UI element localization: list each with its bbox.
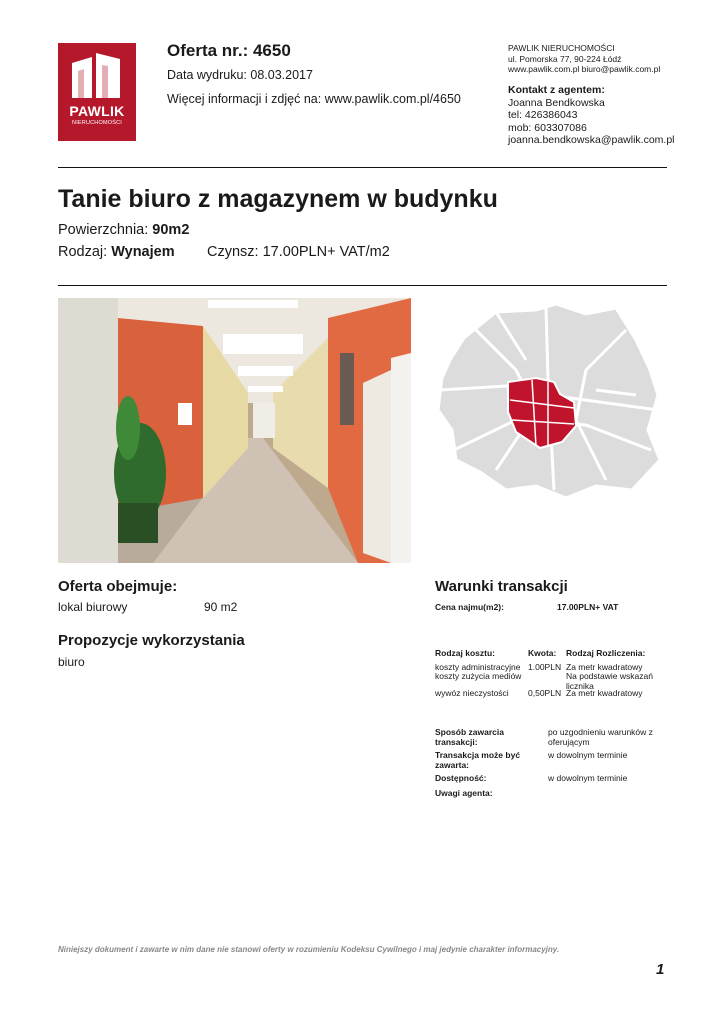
cost-type: wywóz nieczystości [435, 688, 509, 698]
cost-settlement: Za metr kwadratowy [566, 662, 643, 672]
cost-header-amount: Kwota: [528, 648, 557, 658]
logo-subtitle: NIERUCHOMOŚCI [72, 120, 122, 126]
location-map [436, 300, 666, 500]
agency-name: PAWLIK NIERUCHOMOŚCI [508, 43, 615, 53]
cost-header-settlement: Rodzaj Rozliczenia: [566, 648, 646, 658]
conclusion-value: po uzgodnieniu warunków z oferującym [548, 727, 653, 747]
area-value: 90m2 [152, 222, 190, 238]
terms-heading: Warunki transakcji [435, 578, 568, 595]
cost-header-type: Rodzaj kosztu: [435, 648, 495, 658]
agent-header: Kontakt z agentem: [508, 84, 605, 96]
agency-web[interactable]: www.pawlik.com.pl biuro@pawlik.com.pl [508, 64, 661, 74]
cost-amount: 1.00PLN [528, 662, 562, 672]
more-info-link[interactable]: Więcej informacji i zdjęć na: www.pawlik.com.pl/4650 [167, 92, 461, 106]
usage-value: biuro [58, 655, 85, 669]
agency-info [508, 43, 660, 75]
agent-email[interactable]: joanna.bendkowska@pawlik.com.pl [508, 134, 675, 146]
cost-amount: 0,50PLN [528, 688, 562, 698]
rent: Czynsz: 17.00PLN+ VAT/m2 [207, 244, 390, 260]
disclaimer: Niniejszy dokument i zawarte w nim dane nie stanowi oferty w rozumieniu Kodeksu Cywilnego i maj jedynie charakter informacyjny. [58, 945, 560, 954]
when-label: Transakcja może być zawarta: [435, 750, 521, 770]
cost-type: koszty administracyjne [435, 662, 521, 672]
price-value: 17.00PLN+ VAT [557, 602, 619, 612]
include-item-label: lokal biurowy [58, 600, 128, 614]
when-value: w dowolnym terminie [548, 750, 628, 760]
property-photo [58, 298, 411, 563]
agent-mob[interactable]: mob: 603307086 [508, 121, 587, 134]
divider [58, 285, 667, 286]
usage-heading: Propozycje wykorzystania [58, 632, 245, 649]
type-value: Wynajem [111, 244, 175, 260]
agency-address: ul. Pomorska 77, 90-224 Łódź [508, 53, 622, 64]
logo-name: PAWLIK [69, 103, 125, 119]
cost-settlement: Na podstawie wskazań licznika [566, 671, 653, 691]
agency-logo [58, 43, 136, 141]
area-line [58, 222, 189, 238]
price-label: Cena najmu(m2): [435, 602, 504, 612]
cost-type: koszty zużycia mediów [435, 671, 522, 681]
include-item-value: 90 m2 [204, 600, 238, 614]
offer-includes-heading: Oferta obejmuje: [58, 578, 178, 595]
availability-value: w dowolnym terminie [548, 773, 628, 783]
building-logo-icon [58, 43, 136, 141]
listing-title: Tanie biuro z magazynem w budynku [58, 185, 498, 213]
agent-tel[interactable]: tel: 426386043 [508, 109, 578, 121]
page-number: 1 [656, 961, 665, 978]
agent-contact [508, 84, 675, 147]
cost-settlement: Za metr kwadratowy [566, 688, 643, 698]
type-line [58, 244, 175, 260]
conclusion-label: Sposób zawarcia transakcji: [435, 727, 504, 747]
notes-label: Uwagi agenta: [435, 788, 493, 798]
offer-number: Oferta nr.: 4650 [167, 41, 291, 60]
divider [58, 167, 667, 168]
type-label: Rodzaj: [58, 244, 108, 260]
availability-label: Dostępność: [435, 773, 487, 783]
print-date: Data wydruku: 08.03.2017 [167, 68, 313, 82]
agent-name: Joanna Bendkowska [508, 96, 605, 109]
area-label: Powierzchnia: [58, 222, 149, 238]
